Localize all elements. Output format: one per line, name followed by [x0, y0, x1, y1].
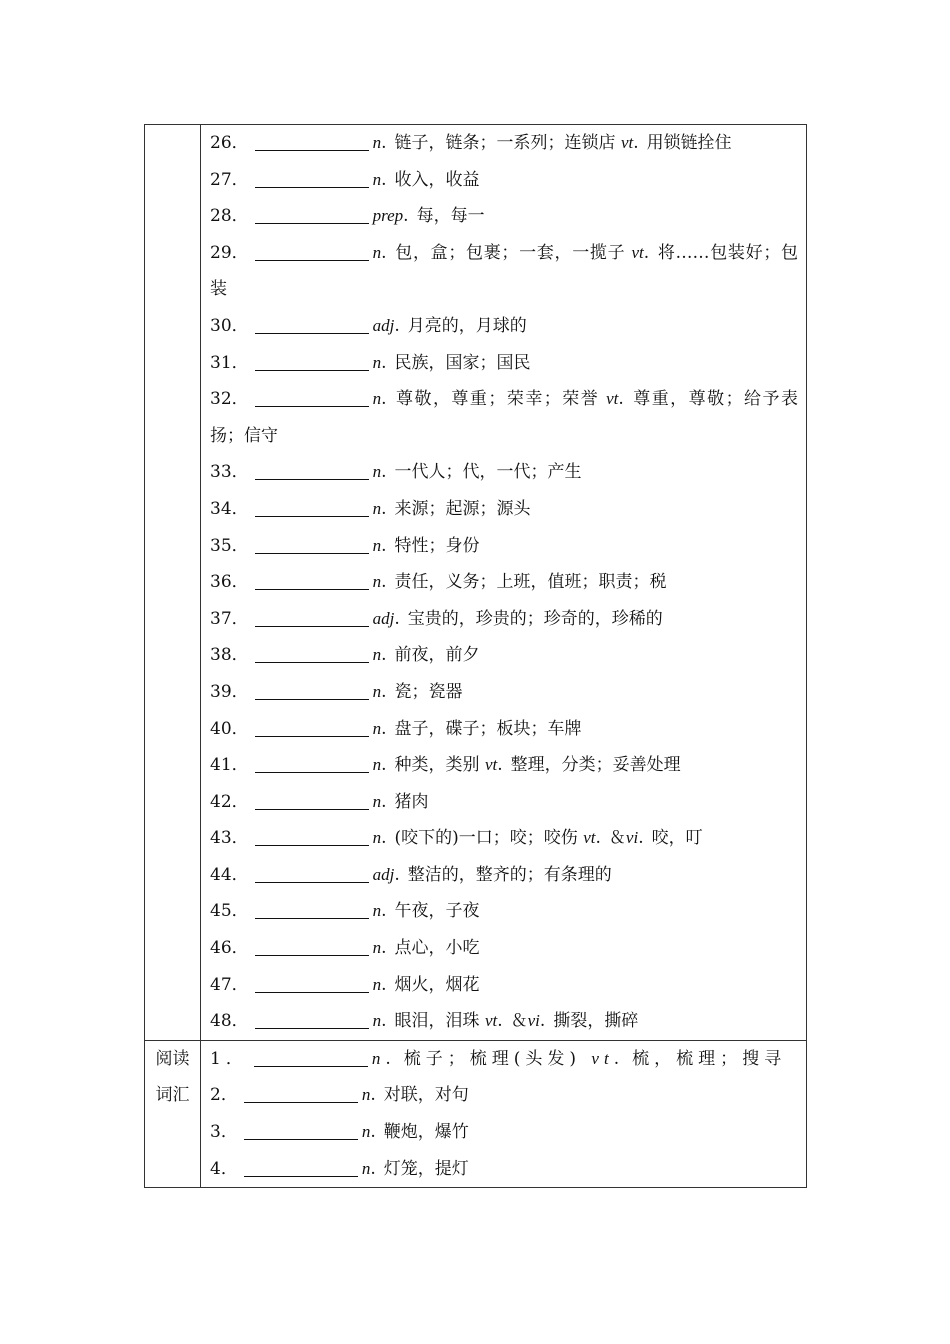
part-of-speech: prep — [372, 206, 404, 226]
definition: 梳子；梳理(头发) — [403, 1048, 581, 1069]
part-of-speech: n — [372, 242, 382, 262]
vocab-item — [210, 345, 798, 382]
answer-blank[interactable] — [244, 1156, 358, 1177]
part-of-speech-2: vt — [591, 1048, 614, 1068]
pos-dot: . — [497, 1011, 503, 1032]
pos-dot: . — [381, 462, 387, 483]
item-number: 29． — [210, 242, 249, 263]
item-number: 37． — [210, 608, 249, 629]
pos-dot: . — [370, 1085, 376, 1106]
item-number: 3． — [210, 1122, 238, 1143]
pos-dot: . — [381, 1011, 387, 1032]
pos-dot: . — [618, 389, 624, 410]
answer-blank[interactable] — [255, 862, 369, 883]
section-row-core — [145, 125, 807, 1041]
part-of-speech-2: vt — [484, 1011, 498, 1031]
definition: 来源；起源；源头 — [394, 498, 531, 519]
part-of-speech: n — [371, 1048, 386, 1068]
definition-2: 尊重，尊敬；给予表扬；信守 — [210, 389, 798, 446]
answer-blank[interactable] — [255, 716, 369, 737]
vocab-item — [210, 162, 798, 199]
pos-dot: . — [613, 1048, 625, 1069]
answer-blank[interactable] — [255, 642, 369, 663]
vocab-item — [210, 125, 798, 162]
pos-dot: . — [394, 315, 400, 336]
part-of-speech: n — [361, 1158, 371, 1178]
pos-dot: . — [370, 1122, 376, 1143]
section-content-reading — [201, 1040, 807, 1187]
pos-dot: . — [370, 1158, 376, 1179]
answer-blank[interactable] — [255, 130, 369, 151]
part-of-speech: n — [372, 498, 382, 518]
answer-blank[interactable] — [255, 752, 369, 773]
definition: 点心，小吃 — [394, 938, 480, 959]
item-number: 33． — [210, 462, 249, 483]
item-number: 45． — [210, 901, 249, 922]
definition: 前夜，前夕 — [394, 645, 480, 666]
answer-blank[interactable] — [255, 569, 369, 590]
pos-dot: . — [381, 938, 387, 959]
vocab-item — [210, 491, 798, 528]
pos-dot: . — [381, 828, 387, 849]
pos-dot: . — [394, 864, 400, 885]
item-number: 2． — [210, 1085, 238, 1106]
answer-blank[interactable] — [254, 1046, 368, 1067]
vocab-item — [210, 601, 798, 638]
pos-dot: . — [595, 828, 601, 849]
vocab-item — [210, 308, 798, 345]
item-number: 42． — [210, 791, 249, 812]
item-number: 41． — [210, 755, 249, 776]
pos-dot: . — [381, 133, 387, 153]
answer-blank[interactable] — [255, 459, 369, 480]
part-of-speech-2: vt — [583, 828, 596, 848]
vocab-item — [210, 1151, 798, 1188]
definition: 对联，对句 — [383, 1085, 469, 1106]
pos-dot: . — [381, 974, 387, 995]
part-of-speech: n — [372, 755, 382, 775]
part-of-speech: n — [372, 572, 382, 592]
part-of-speech: n — [372, 169, 382, 189]
part-of-speech: adj — [372, 608, 395, 628]
vocab-item — [210, 454, 798, 491]
part-of-speech: n — [372, 645, 382, 665]
vocab-item — [210, 637, 798, 674]
part-of-speech: n — [372, 352, 382, 372]
reading-label-line1: 阅读 — [155, 1048, 190, 1069]
pos-dot: . — [394, 608, 400, 629]
item-number: 26． — [210, 133, 249, 153]
pos-dot: . — [381, 718, 387, 739]
vocab-item — [210, 198, 798, 235]
pos-dot: . — [381, 389, 387, 410]
vocab-item — [210, 564, 798, 601]
definition: 宝贵的，珍贵的；珍奇的，珍稀的 — [407, 608, 663, 629]
pos-dot: . — [381, 242, 387, 263]
item-number: 46． — [210, 938, 249, 959]
item-number: 39． — [210, 681, 249, 702]
pos-dot: . — [633, 133, 639, 153]
part-of-speech-3: vi — [527, 1011, 540, 1031]
part-of-speech-3: vi — [625, 828, 639, 848]
item-number: 31． — [210, 352, 249, 373]
part-of-speech: n — [372, 1011, 382, 1031]
item-number: 4． — [210, 1158, 238, 1179]
part-of-speech-2: vt — [606, 389, 619, 409]
vocab-item — [210, 235, 798, 308]
part-of-speech: adj — [372, 864, 395, 884]
part-of-speech: n — [372, 974, 382, 994]
vocab-item — [210, 893, 798, 930]
item-number: 38． — [210, 645, 249, 666]
item-number: 27． — [210, 169, 249, 190]
reading-vocab-list — [210, 1041, 798, 1187]
section-content-core — [201, 125, 807, 1041]
definition: 眼泪，泪珠 — [394, 1011, 480, 1032]
answer-blank[interactable] — [255, 350, 369, 371]
item-number: 40． — [210, 718, 249, 739]
vocab-item — [210, 857, 798, 894]
vocab-item — [210, 967, 798, 1004]
item-number: 1． — [210, 1048, 248, 1069]
definition-2: 梳，梳理；搜寻 — [632, 1048, 787, 1069]
pos-dot: . — [381, 791, 387, 812]
definition-2: 将……包装好；包装 — [210, 242, 798, 300]
answer-blank[interactable] — [255, 240, 369, 261]
pos-dot: . — [638, 828, 644, 849]
pos-dot: . — [385, 1048, 396, 1069]
answer-blank[interactable] — [255, 679, 369, 700]
definition: 尊敬，尊重；荣幸；荣誉 — [394, 389, 600, 410]
pos-dot: . — [643, 242, 650, 263]
answer-blank[interactable] — [255, 313, 369, 334]
item-number: 43． — [210, 828, 249, 849]
pos-connector: ＆ — [510, 1011, 528, 1032]
vocab-item — [210, 820, 798, 857]
item-number: 34． — [210, 498, 249, 519]
answer-blank[interactable] — [255, 1008, 369, 1029]
item-number: 32． — [210, 389, 249, 410]
item-number: 30． — [210, 315, 249, 336]
answer-blank[interactable] — [255, 533, 369, 554]
answer-blank[interactable] — [255, 972, 369, 993]
item-number: 35． — [210, 535, 249, 556]
vocab-item — [210, 674, 798, 711]
pos-dot: . — [381, 498, 387, 519]
part-of-speech: n — [372, 681, 382, 701]
answer-blank[interactable] — [255, 935, 369, 956]
vocab-item — [210, 784, 798, 821]
definition: 责任，义务；上班，值班；职责；税 — [394, 572, 667, 593]
section-label-reading — [145, 1040, 201, 1187]
definition: 鞭炮，爆竹 — [383, 1122, 469, 1143]
definition-2: 用锁链拴住 — [646, 133, 732, 153]
vocab-item — [210, 1041, 798, 1078]
vocab-item — [210, 1077, 798, 1114]
part-of-speech: n — [372, 462, 382, 482]
core-vocab-list — [210, 125, 798, 1040]
pos-dot: . — [381, 535, 387, 556]
definition: 瓷；瓷器 — [394, 681, 463, 702]
answer-blank[interactable] — [255, 898, 369, 919]
vocab-item — [210, 1003, 798, 1040]
part-of-speech: n — [372, 901, 382, 921]
pos-dot: . — [497, 755, 503, 776]
answer-blank[interactable] — [255, 789, 369, 810]
vocab-item — [210, 711, 798, 748]
answer-blank[interactable] — [244, 1119, 358, 1140]
vocabulary-table — [144, 124, 807, 1188]
pos-dot: . — [381, 901, 387, 922]
item-number: 36． — [210, 572, 249, 593]
definition: 包，盒；包裹；一套，一揽子 — [394, 242, 626, 263]
part-of-speech-2: vt — [631, 242, 644, 262]
answer-blank[interactable] — [244, 1082, 358, 1103]
definition: 猪肉 — [394, 791, 429, 812]
part-of-speech: adj — [372, 315, 395, 335]
definition-2: 整理，分类；妥善处理 — [510, 755, 681, 776]
definition: 一代人；代，一代；产生 — [394, 462, 582, 483]
pos-dot: . — [381, 169, 387, 190]
pos-dot: . — [381, 755, 387, 776]
answer-blank[interactable] — [255, 167, 369, 188]
definition: 特性；身份 — [394, 535, 480, 556]
answer-blank[interactable] — [255, 203, 369, 224]
definition: 灯笼，提灯 — [383, 1158, 469, 1179]
part-of-speech: n — [372, 389, 382, 409]
answer-blank[interactable] — [255, 496, 369, 517]
definition-2: 撕裂，撕碎 — [553, 1011, 639, 1032]
definition: 月亮的，月球的 — [407, 315, 527, 336]
item-number: 28． — [210, 206, 249, 227]
pos-connector: ＆ — [608, 828, 626, 849]
section-row-reading — [145, 1040, 807, 1187]
pos-dot: . — [381, 645, 387, 666]
part-of-speech-2: vt — [484, 755, 498, 775]
part-of-speech: n — [372, 938, 382, 958]
pos-dot: . — [403, 206, 409, 227]
pos-dot: . — [381, 681, 387, 702]
part-of-speech-2: vt — [620, 133, 634, 152]
pos-dot: . — [539, 1011, 546, 1032]
part-of-speech: n — [372, 718, 382, 738]
pos-dot: . — [381, 572, 387, 593]
part-of-speech: n — [372, 828, 382, 848]
definition-2: 咬，叮 — [651, 828, 703, 849]
definition: 每，每一 — [416, 206, 485, 227]
definition: 盘子，碟子；板块；车牌 — [394, 718, 582, 739]
part-of-speech: n — [372, 535, 382, 555]
part-of-speech: n — [361, 1085, 371, 1105]
answer-blank[interactable] — [255, 606, 369, 627]
definition: 午夜，子夜 — [394, 901, 480, 922]
answer-blank[interactable] — [255, 825, 369, 846]
vocab-item — [210, 381, 798, 454]
definition: 烟火，烟花 — [394, 974, 480, 995]
definition: (咬下的)一口；咬；咬伤 — [394, 828, 578, 849]
section-label-empty — [145, 125, 201, 1041]
vocab-item — [210, 747, 798, 784]
part-of-speech: n — [361, 1122, 371, 1142]
item-number: 47． — [210, 974, 249, 995]
vocab-item — [210, 930, 798, 967]
vocab-item — [210, 1114, 798, 1151]
pos-dot: . — [381, 352, 387, 373]
definition: 收入，收益 — [394, 169, 480, 190]
part-of-speech: n — [372, 791, 382, 811]
definition: 整洁的，整齐的；有条理的 — [407, 864, 612, 885]
vocab-item — [210, 528, 798, 565]
answer-blank[interactable] — [255, 386, 369, 407]
definition: 民族，国家；国民 — [394, 352, 531, 373]
reading-label-line2: 词汇 — [155, 1085, 190, 1106]
definition: 链子，链条；一系列；连锁店 — [394, 133, 616, 153]
part-of-speech: n — [372, 133, 382, 152]
definition: 种类，类别 — [394, 755, 480, 776]
item-number: 44． — [210, 864, 249, 885]
item-number: 48． — [210, 1011, 249, 1032]
